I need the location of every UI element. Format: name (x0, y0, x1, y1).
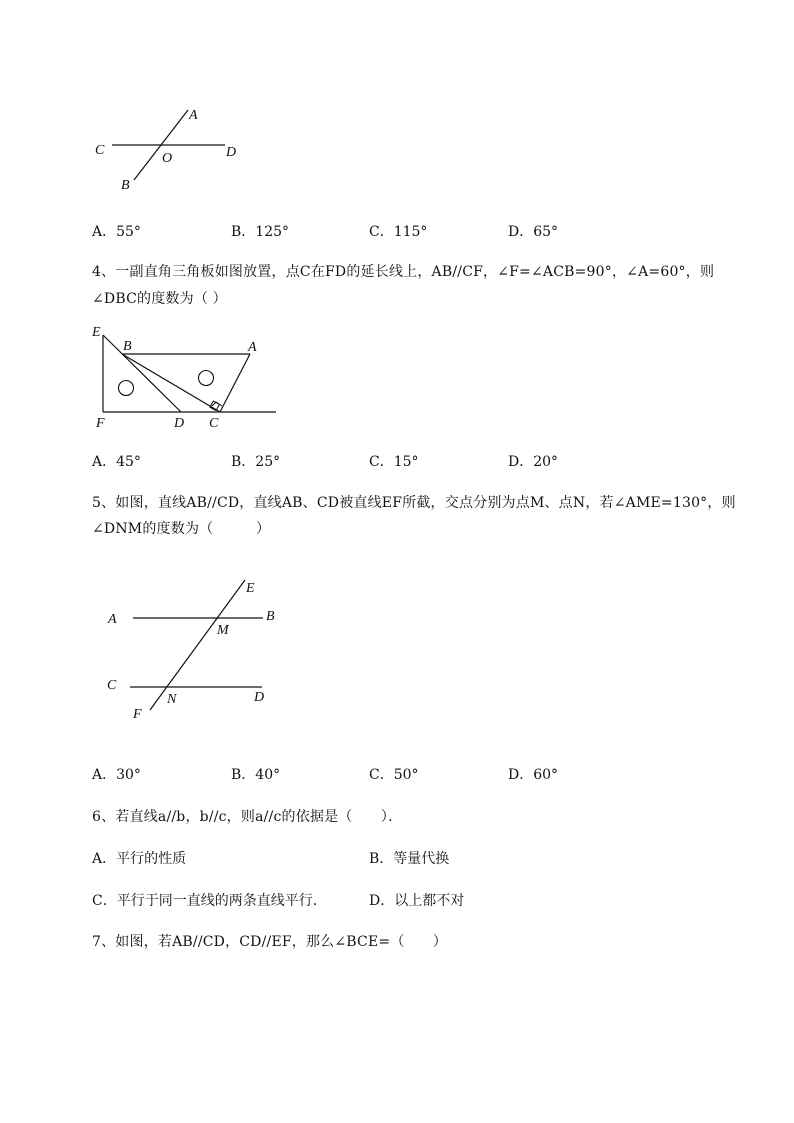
figure-intersecting-lines (90, 100, 250, 195)
figure-parallel-transversal (100, 575, 290, 725)
q3-option-d: D．65° (508, 224, 559, 240)
q6-option-d: D．以上都不对 (369, 893, 465, 909)
q4-option-b: B．25° (231, 454, 281, 470)
q6-stem: 6、若直线a//b，b//c，则a//c的依据是（ ）． (92, 809, 403, 825)
label-d: D (254, 690, 265, 705)
label-b: B (123, 339, 132, 354)
q3-option-b: B．125° (231, 224, 290, 240)
q4-stem-line2: ∠DBC的度数为（ ） (92, 291, 227, 307)
label-c: C (107, 678, 117, 693)
label-d: D (226, 145, 237, 160)
q5-option-d: D．60° (508, 767, 559, 783)
label-o: O (162, 151, 173, 166)
hole-left (119, 381, 134, 396)
label-b: B (266, 609, 275, 624)
label-c: C (209, 416, 219, 431)
side-ed (103, 335, 181, 412)
q4-option-a: A．45° (92, 454, 141, 470)
label-b: B (121, 178, 130, 193)
hole-right (199, 371, 214, 386)
label-d: D (174, 416, 185, 431)
side-bc (122, 354, 220, 412)
side-ac (220, 354, 250, 412)
label-f: F (133, 707, 142, 722)
label-f: F (96, 416, 105, 431)
label-a: A (189, 108, 198, 123)
label-c: C (95, 143, 105, 158)
q4-option-d: D．20° (508, 454, 559, 470)
q6-option-b: B．等量代换 (369, 851, 450, 867)
label-m: M (217, 623, 229, 638)
label-n: N (167, 692, 177, 707)
q5-option-b: B．40° (231, 767, 281, 783)
label-a: A (248, 340, 257, 355)
q5-stem-line2: ∠DNM的度数为（ ） (92, 521, 271, 537)
q4-option-c: C．15° (369, 454, 419, 470)
label-a: A (108, 612, 117, 627)
q5-option-a: A．30° (92, 767, 141, 783)
q4-stem-line1: 4、一副直角三角板如图放置，点C在FD的延长线上，AB//CF，∠F=∠ACB=90°，∠A=60°，则 (92, 264, 715, 280)
q6-option-a: A．平行的性质 (92, 851, 187, 867)
q3-option-a: A．55° (92, 224, 141, 240)
figure-set-squares (88, 320, 283, 435)
q3-option-c: C．115° (369, 224, 428, 240)
q7-stem: 7、如图，若AB//CD，CD//EF，那么∠BCE=（ ） (92, 934, 448, 950)
line-ef (150, 580, 245, 710)
q6-option-c: C．平行于同一直线的两条直线平行． (92, 893, 327, 909)
label-e: E (246, 581, 255, 596)
q5-stem-line1: 5、如图，直线AB//CD，直线AB、CD被直线EF所截，交点分别为点M、点N，若∠AME=130°，则 (92, 495, 736, 511)
q5-option-c: C．50° (369, 767, 419, 783)
label-e: E (92, 325, 101, 340)
